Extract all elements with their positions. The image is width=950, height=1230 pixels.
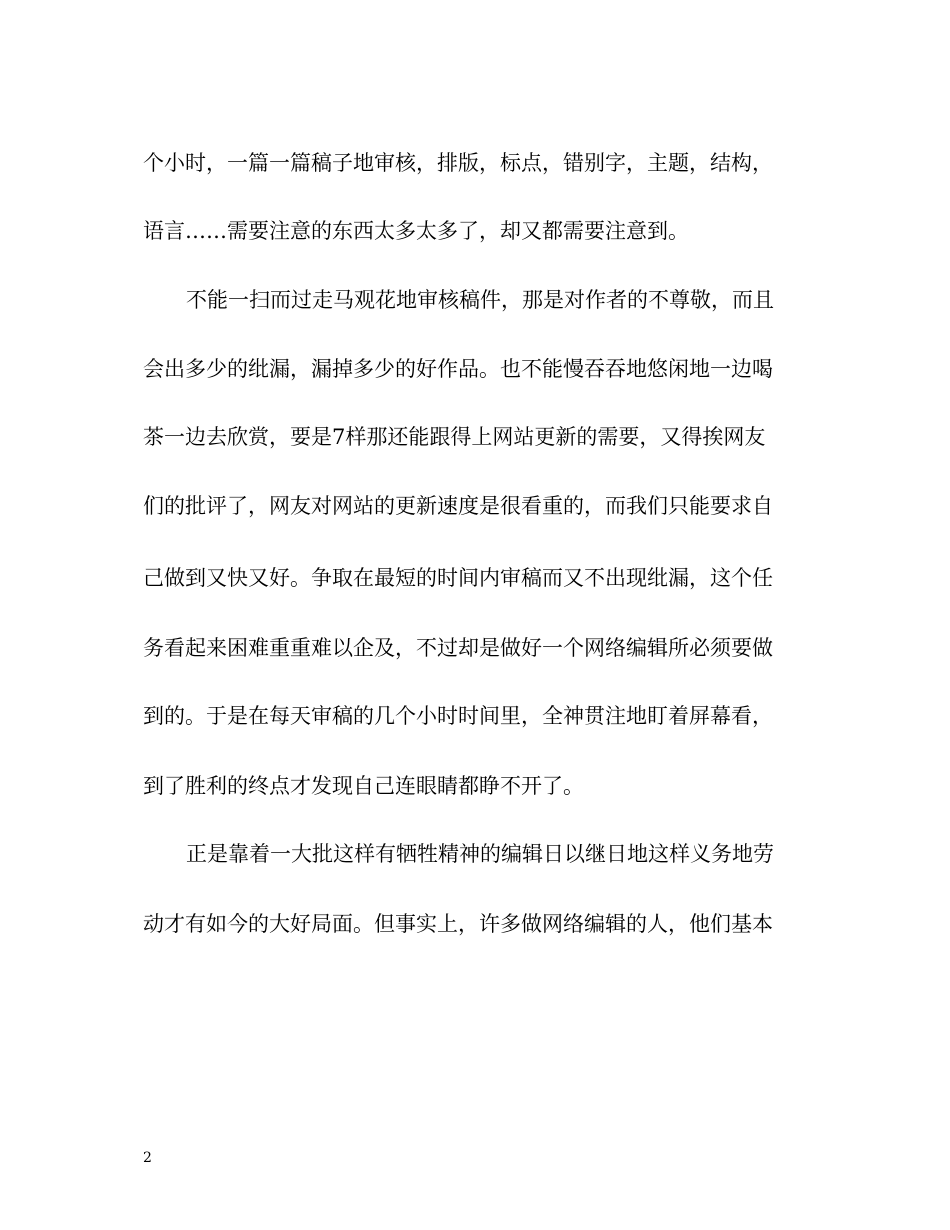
paragraph-first-line: 不能一扫而过走马观花地审核稿件，那是对作者的不尊敬，而且 (186, 288, 774, 312)
text-line: 们的批评了，网友对网站的更新速度是很看重的，而我们只能要求自 (143, 494, 773, 518)
text-line: 到了胜利的终点才发现自己连眼睛都睁不开了。 (143, 774, 584, 798)
text-line: 个小时，一篇一篇稿子地审核，排版，标点，错别字，主题，结构， (143, 151, 773, 175)
paragraph-first-line: 正是靠着一大批这样有牺牲精神的编辑日以继日地这样义务地劳 (186, 842, 774, 866)
text-line: 务看起来困难重重难以企及，不过却是做好一个网络编辑所必须要做 (143, 636, 773, 660)
text-line: 到的。于是在每天审稿的几个小时时间里，全神贯注地盯着屏幕看， (143, 704, 773, 728)
page-number: 2 (143, 1150, 152, 1166)
text-line: 会出多少的纰漏，漏掉多少的好作品。也不能慢吞吞地悠闲地一边喝 (143, 357, 773, 381)
text-line: 动才有如今的大好局面。但事实上，许多做网络编辑的人，他们基本 (143, 912, 773, 936)
text-line: 语言……需要注意的东西太多太多了，却又都需要注意到。 (143, 219, 689, 243)
text-line: 己做到又快又好。争取在最短的时间内审稿而又不出现纰漏，这个任 (143, 566, 773, 590)
text-line: 茶一边去欣赏，要是7样那还能跟得上网站更新的需要，又得挨网友 (143, 425, 766, 449)
